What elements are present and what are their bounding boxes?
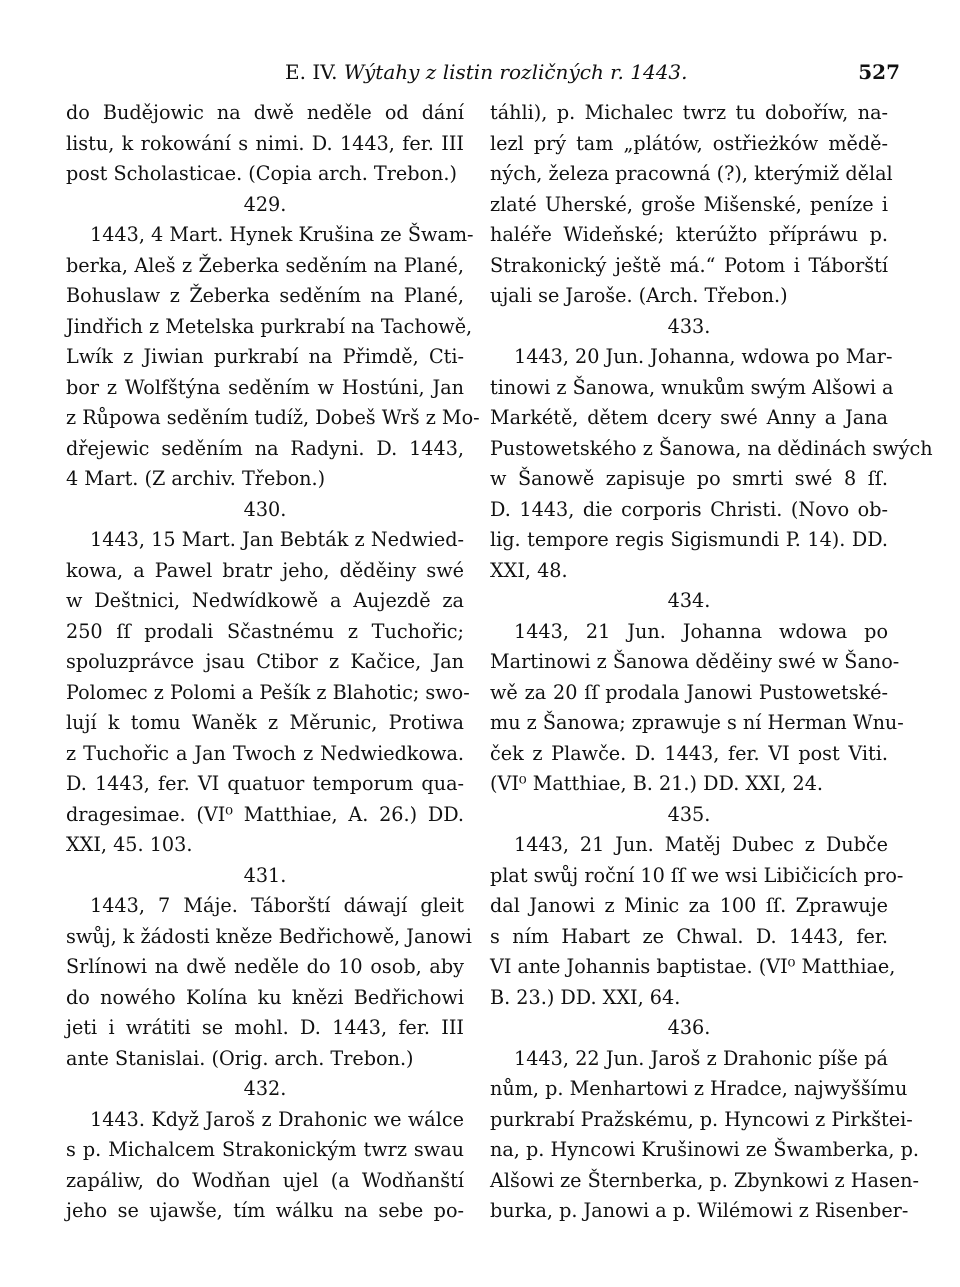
text-line: listu, k rokowání s nimi. D. 1443, fer. III: [66, 131, 464, 155]
text-line: Jindřich z Metelska purkrabí na Tachowě,: [66, 314, 473, 338]
text-line: zlaté Uherské, groše Mišenské, peníze i: [490, 192, 888, 216]
text-line: lig. tempore regis Sigismundi P. 14). DD.: [490, 528, 888, 551]
text-line: zapáliw, do Wodňan ujel (a Wodňanští: [66, 1168, 464, 1192]
text-line: kowa, a Pawel bratr jeho, děděiny swé: [66, 558, 464, 582]
entry-number: 436.: [667, 1016, 711, 1039]
page-number: 527: [858, 60, 900, 84]
text-line: 1443, 22 Jun. Jaroš z Drahonic píše pá: [514, 1046, 888, 1070]
text-line: w Deštnici, Nedwídkowě a Aujezdě za: [66, 589, 464, 612]
text-line: Markétě, dětem dcery swé Anny a Jana: [490, 406, 888, 429]
entry-number: 431.: [243, 863, 287, 887]
text-line: 250 ſſ prodali Sčastnému z Tuchořic;: [66, 619, 464, 643]
text-line: dal Janowi z Minic za 100 ſſ. Zprawuje: [490, 894, 888, 917]
text-line: s ním Habart ze Chwal. D. 1443, fer.: [490, 924, 888, 948]
text-line: (VI⁰ Matthiae, B. 21.) DD. XXI, 24.: [490, 772, 823, 795]
text-line: jeti i wrátiti se mohl. D. 1443, fer. III: [66, 1016, 464, 1039]
text-line: D. 1443, die corporis Christi. (Novo ob-: [490, 497, 888, 521]
text-line: ante Stanislai. (Orig. arch. Trebon.): [66, 1046, 414, 1070]
text-line: plat swůj roční 10 ſſ we wsi Libičicích pro-: [490, 863, 904, 887]
text-line: Polomec z Polomi a Pešík z Blahotic; swo-: [66, 680, 470, 704]
text-line: 1443, 4 Mart. Hynek Krušina ze Šwam-: [90, 223, 474, 246]
entry-number: 429.: [243, 192, 287, 216]
text-line: Alšowi ze Šternberka, p. Zbynkowi z Hasen-: [490, 1168, 919, 1192]
text-line: post Scholasticae. (Copia arch. Trebon.): [66, 162, 457, 185]
running-head: [285, 60, 688, 84]
text-line: Srlínowi na dwě neděle do 10 osob, aby: [66, 955, 464, 978]
text-line: 1443, 21 Jun. Matěj Dubec z Dubče: [514, 833, 888, 856]
entry-number: 434.: [667, 589, 711, 612]
entry-number: 430.: [243, 497, 287, 521]
text-line: nům, p. Menhartowi z Hradce, najwyššímu: [490, 1077, 908, 1100]
text-line: berka, Aleš z Žeberka seděním na Plané,: [66, 253, 464, 277]
text-line: XXI, 48.: [490, 558, 568, 582]
text-line: XXI, 45. 103.: [66, 833, 193, 856]
text-line: z Růpowa seděním tudíž, Dobeš Wrš z Mo-: [66, 406, 480, 429]
text-line: tinowi z Šanowa, wnukům swým Alšowi a: [490, 375, 894, 399]
text-line: purkrabí Pražskému, p. Hyncowi z Pirkštei-: [490, 1107, 913, 1131]
text-line: na, p. Hyncowi Krušinowi ze Šwamberka, p.: [490, 1138, 920, 1161]
left-column: [66, 98, 480, 1227]
text-line: do nowého Kolína ku knězi Bedřichowi: [66, 985, 464, 1009]
text-line: ných, železa pracowná (?), kterýmiž dělal: [490, 162, 893, 185]
text-line: jeho se ujawše, tím wálku na sebe po-: [66, 1199, 464, 1222]
text-line: táhli), p. Michalec twrz tu doboříw, na-: [490, 101, 888, 124]
text-line: Martinowi z Šanowa děděiny swé w Šano-: [490, 650, 900, 673]
text-line: Strakonický ještě má.“ Potom i Táborští: [490, 253, 888, 277]
text-line: 1443, 15 Mart. Jan Bebták z Nedwied-: [90, 528, 464, 551]
text-line: D. 1443, fer. VI quatuor temporum qua-: [66, 772, 464, 795]
page-header: [70, 60, 900, 90]
entry-number: 433.: [667, 314, 711, 338]
text-line: ček z Plawče. D. 1443, fer. VI post Viti.: [490, 741, 888, 765]
text-line: bor z Wolfštýna seděním w Hostúni, Jan: [66, 375, 464, 399]
text-line: Lwík z Jiwian purkrabí na Přimdě, Cti-: [66, 345, 464, 368]
text-line: 1443, 20 Jun. Johanna, wdowa po Mar-: [514, 345, 893, 368]
section-label: E. IV.: [285, 60, 338, 84]
right-column: [490, 98, 933, 1227]
entry-number: 432.: [243, 1077, 287, 1100]
text-line: dřejewic seděním na Radyni. D. 1443,: [66, 436, 464, 460]
text-line: burka, p. Janowi a p. Wilémowi z Risenber-: [490, 1199, 909, 1222]
text-line: 1443. Když Jaroš z Drahonic we wálce: [90, 1107, 464, 1131]
text-line: Bohuslaw z Žeberka seděním na Plané,: [66, 284, 464, 307]
text-line: dragesimae. (VI⁰ Matthiae, A. 26.) DD.: [66, 802, 464, 826]
text-line: lezl prý tam „plátów, ostřieżków mědě-: [490, 131, 888, 155]
text-line: z Tuchořic a Jan Twoch z Nedwiedkowa.: [66, 741, 464, 765]
text-line: ujali se Jaroše. (Arch. Třebon.): [490, 284, 788, 307]
running-title: Wýtahy z listin rozličných r. 1443.: [343, 60, 688, 84]
text-line: 1443, 21 Jun. Johanna wdowa po: [514, 619, 888, 643]
text-line: B. 23.) DD. XXI, 64.: [490, 985, 681, 1009]
text-line: lují k tomu Waněk z Měrunic, Protiwa: [66, 711, 464, 734]
text-line: swůj, k žádosti kněze Bedřichowě, Janowi: [66, 924, 472, 948]
text-line: w Šanowě zapisuje po smrti swé 8 ſſ.: [490, 467, 888, 490]
text-line: mu z Šanowa; zprawuje s ní Herman Wnu-: [490, 711, 904, 734]
text-line: VI ante Johannis baptistae. (VI⁰ Matthiae,: [490, 955, 896, 978]
text-line: do Budějowic na dwě neděle od dání: [66, 101, 464, 124]
text-line: spoluzprávce jsau Ctibor z Kačice, Jan: [66, 650, 464, 673]
text-line: s p. Michalcem Strakonickým twrz swau: [66, 1138, 464, 1161]
text-line: 1443, 7 Máje. Táborští dáwají gleit: [90, 894, 464, 917]
text-line: haléře Wideňské; kterúžto přípráwu p.: [490, 223, 888, 246]
text-line: Pustowetského z Šanowa, na dědinách swých: [490, 436, 933, 460]
text-line: 4 Mart. (Z archiv. Třebon.): [66, 467, 326, 490]
entry-number: 435.: [667, 802, 711, 826]
text-line: wě za 20 ſſ prodala Janowi Pustowetské-: [490, 680, 888, 704]
